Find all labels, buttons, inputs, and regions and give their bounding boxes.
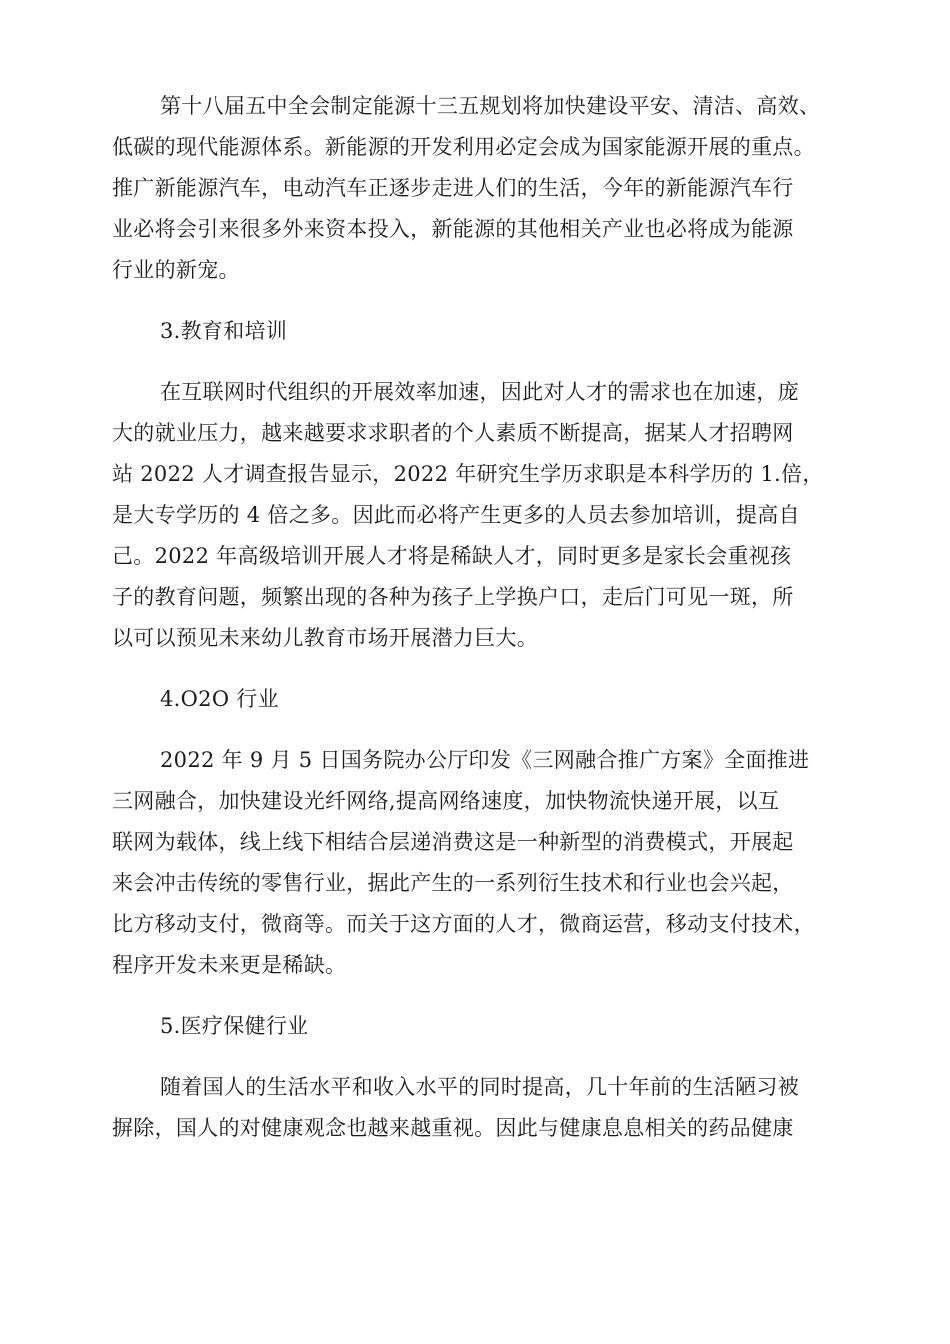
text-line: 子的教育问题，频繁出现的各种为孩子上学换户口，走后门可见一斑，所	[112, 585, 794, 609]
text-line: 推广新能源汽车，电动汽车正逐步走进人们的生活，今年的新能源汽车行	[112, 176, 794, 200]
text-line: 联网为载体，线上线下相结合层递消费这是一种新型的消费模式，开展起	[112, 830, 794, 854]
text-line: 随着国人的生活水平和收入水平的同时提高，几十年前的生活陋习被	[160, 1075, 799, 1099]
text-line: 业必将会引来很多外来资本投入，新能源的其他相关产业也必将成为能源	[112, 217, 794, 241]
paragraph-o2o	[112, 740, 842, 986]
text-line: 在互联网时代组织的开展效率加速，因此对人才的需求也在加速，庞	[160, 380, 799, 404]
text-line: 大的就业压力，越来越要求求职者的个人素质不断提高，据某人才招聘网	[112, 421, 794, 445]
text-line: 第十八届五中全会制定能源十三五规划将加快建设平安、清洁、高效、	[160, 94, 821, 118]
text-line: 站 2022 人才调查报告显示，2022 年研究生学历求职是本科学历的 1.倍，	[112, 462, 824, 486]
paragraph-education	[112, 372, 842, 659]
text-line: 2022 年 9 月 5 日国务院办公厅印发《三网融合推广方案》全面推进	[160, 748, 810, 772]
text-line: 摒除，国人的对健康观念也越来越重视。因此与健康息息相关的药品健康	[112, 1116, 794, 1140]
section-heading-healthcare: 5.医疗保健行业	[160, 1014, 309, 1038]
text-line: 三网融合，加快建设光纤网络,提高网络速度，加快物流快递开展，以互	[112, 789, 780, 813]
text-line: 以可以预见未来幼儿教育市场开展潜力巨大。	[112, 626, 538, 650]
text-line: 来会冲击传统的零售行业，据此产生的一系列衍生技术和行业也会兴起，	[112, 871, 794, 895]
paragraph-healthcare	[112, 1067, 842, 1149]
section-heading-o2o: 4.O2O 行业	[160, 687, 279, 711]
text-line: 程序开发未来更是稀缺。	[112, 953, 347, 977]
document-body	[112, 86, 842, 1169]
text-line: 己。2022 年高级培训开展人才将是稀缺人才，同时更多是家长会重视孩	[112, 544, 792, 568]
paragraph-energy	[112, 86, 842, 291]
text-line: 行业的新宠。	[112, 258, 240, 282]
text-line: 低碳的现代能源体系。新能源的开发利用必定会成为国家能源开展的重点。	[112, 135, 815, 159]
text-line: 比方移动支付，微商等。而关于这方面的人才，微商运营，移动支付技术，	[112, 912, 815, 936]
section-heading-education: 3.教育和培训	[160, 319, 288, 343]
text-line: 是大专学历的 4 倍之多。因此而必将产生更多的人员去参加培训，提高自	[112, 503, 800, 527]
